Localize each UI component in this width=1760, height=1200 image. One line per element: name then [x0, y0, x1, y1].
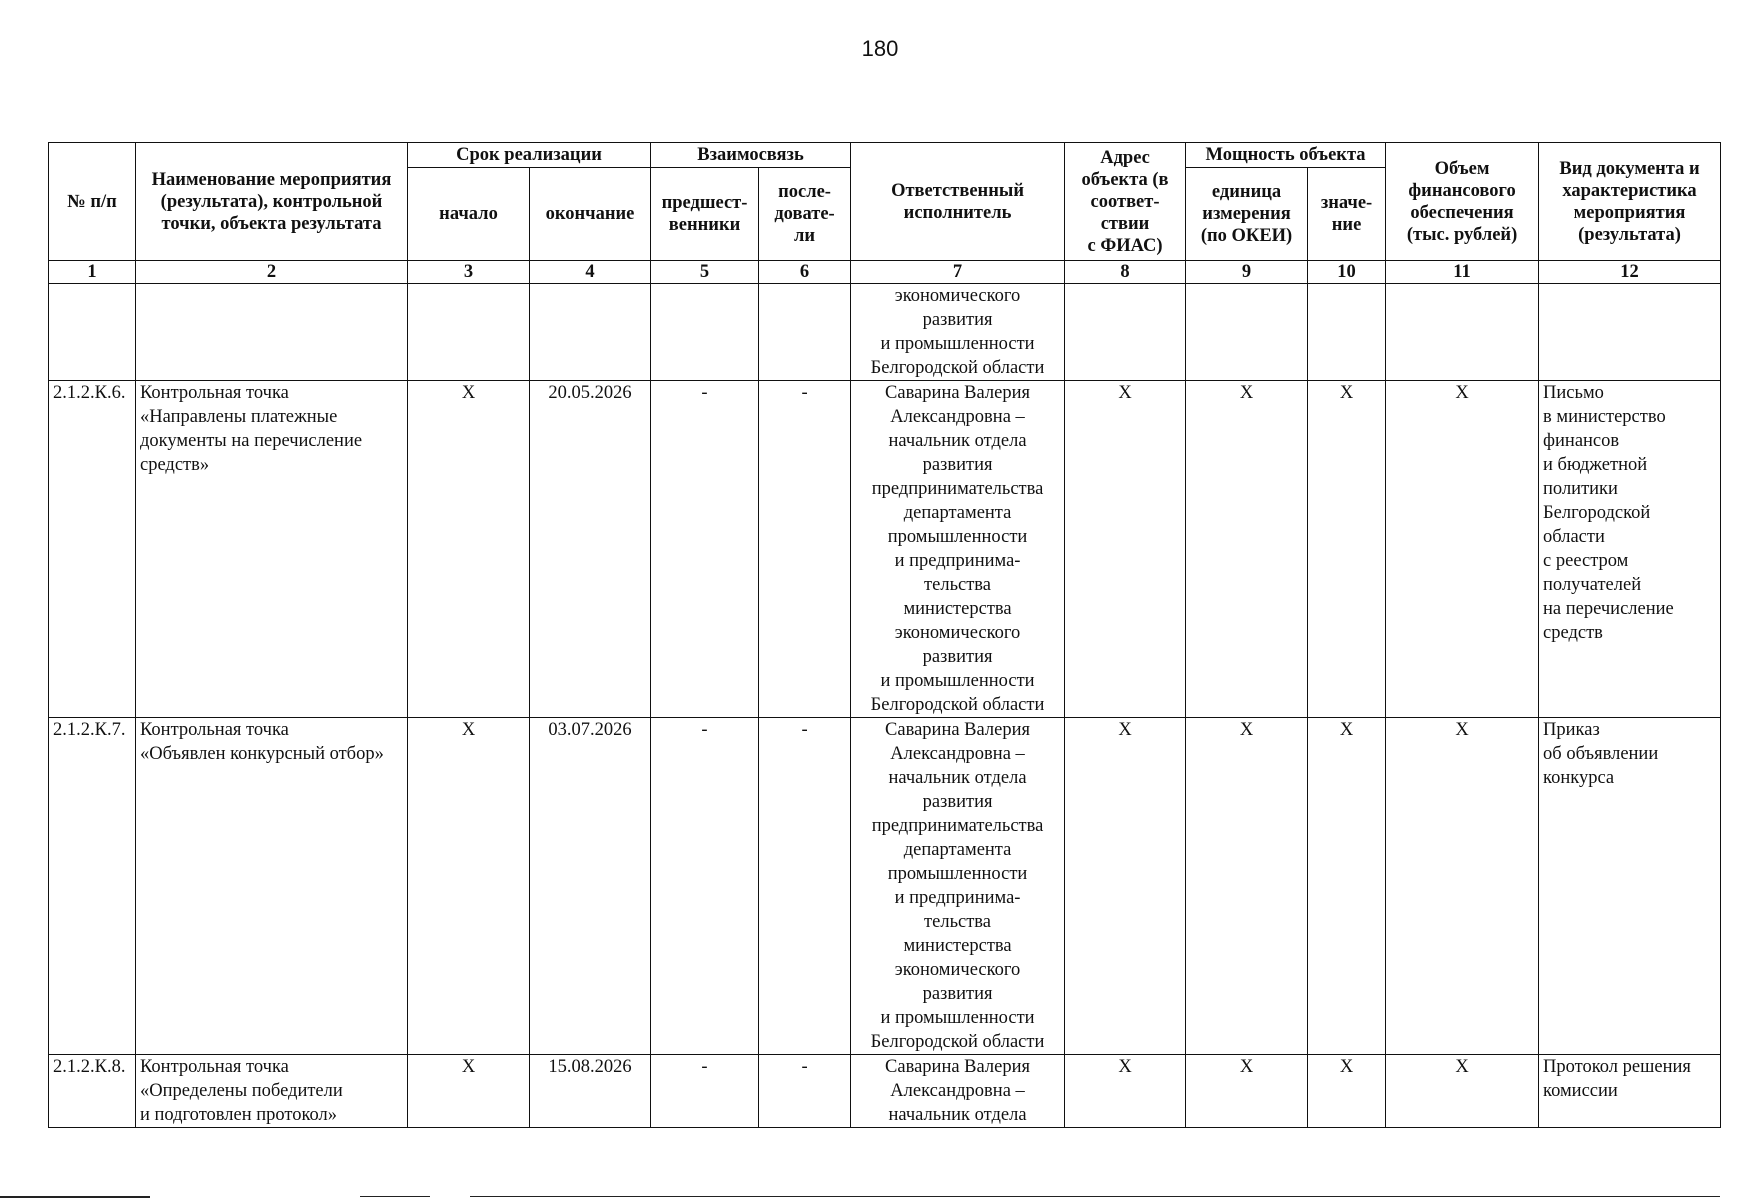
- row-id: 2.1.2.К.6.: [49, 381, 136, 718]
- row-predecessors: -: [651, 718, 759, 1055]
- column-number: 4: [530, 261, 651, 284]
- row-address: Х: [1065, 718, 1186, 1055]
- header-no: № п/п: [49, 143, 136, 261]
- row-value: Х: [1308, 718, 1386, 1055]
- row-end: 15.08.2026: [530, 1055, 651, 1128]
- row-end: 03.07.2026: [530, 718, 651, 1055]
- column-number: 9: [1186, 261, 1308, 284]
- row-end: 20.05.2026: [530, 381, 651, 718]
- column-number: 11: [1386, 261, 1539, 284]
- header-unit: единица измерения (по ОКЕИ): [1186, 168, 1308, 261]
- row-successors: -: [759, 381, 851, 718]
- row-address: Х: [1065, 381, 1186, 718]
- row-unit: Х: [1186, 718, 1308, 1055]
- column-number: 6: [759, 261, 851, 284]
- row-successors: -: [759, 718, 851, 1055]
- continuation-row: [49, 284, 1721, 381]
- row-id: 2.1.2.К.7.: [49, 718, 136, 1055]
- row-document: Приказ об объявлении конкурса: [1539, 718, 1721, 1055]
- header-end: окончание: [530, 168, 651, 261]
- column-number: 5: [651, 261, 759, 284]
- column-number: 1: [49, 261, 136, 284]
- table-header: [49, 143, 1721, 284]
- row-start: Х: [408, 1055, 530, 1128]
- row-finance: Х: [1386, 381, 1539, 718]
- header-capacity: Мощность объекта: [1186, 143, 1386, 168]
- row-name: Контрольная точка «Объявлен конкурсный отбор»: [136, 718, 408, 1055]
- column-number: 8: [1065, 261, 1186, 284]
- column-number: 3: [408, 261, 530, 284]
- column-number: 10: [1308, 261, 1386, 284]
- row-address: Х: [1065, 1055, 1186, 1128]
- row-document: Письмо в министерство финансов и бюджетной политики Белгородской области с реестром получателей на перечисление средств: [1539, 381, 1721, 718]
- scan-edge-line: [0, 1196, 150, 1198]
- header-value: значе- ние: [1308, 168, 1386, 261]
- column-number: 12: [1539, 261, 1721, 284]
- table-row: [49, 381, 1721, 718]
- header-successors: после- довате- ли: [759, 168, 851, 261]
- row-responsible: Саварина Валерия Александровна – начальник отдела: [851, 1055, 1065, 1128]
- row-start: Х: [408, 718, 530, 1055]
- header-finance: Объем финансового обеспечения (тыс. рублей): [1386, 143, 1539, 261]
- row-unit: Х: [1186, 1055, 1308, 1128]
- column-number: 7: [851, 261, 1065, 284]
- header-address: Адрес объекта (в соответ- ствии с ФИАС): [1065, 143, 1186, 261]
- page-number: 180: [861, 36, 899, 61]
- header-term: Срок реализации: [408, 143, 651, 168]
- header-relation: Взаимосвязь: [651, 143, 851, 168]
- row-predecessors: -: [651, 381, 759, 718]
- row-predecessors: -: [651, 1055, 759, 1128]
- table-row: [49, 1055, 1721, 1128]
- row-start: Х: [408, 381, 530, 718]
- header-start: начало: [408, 168, 530, 261]
- column-numbers-row: [49, 261, 1721, 284]
- header-name: Наименование мероприятия (результата), контрольной точки, объекта результата: [136, 143, 408, 261]
- header-doc: Вид документа и характеристика мероприятия (результата): [1539, 143, 1721, 261]
- responsible-cell: экономического развития и промышленности Белгородской области: [851, 284, 1065, 381]
- row-responsible: Саварина Валерия Александровна – начальник отдела развития предпринимательства департамента промышленности и предпринима- тельства министерства экономического развития и промышленности Белгородской области: [851, 718, 1065, 1055]
- row-name: Контрольная точка «Определены победители и подготовлен протокол»: [136, 1055, 408, 1128]
- row-unit: Х: [1186, 381, 1308, 718]
- row-name: Контрольная точка «Направлены платежные документы на перечисление средств»: [136, 381, 408, 718]
- header-predecessors: предшест- венники: [651, 168, 759, 261]
- row-finance: Х: [1386, 718, 1539, 1055]
- table-row: [49, 718, 1721, 1055]
- column-number: 2: [136, 261, 408, 284]
- scan-edge-line: [470, 1196, 1720, 1197]
- row-id: 2.1.2.К.8.: [49, 1055, 136, 1128]
- header-responsible: Ответственный исполнитель: [851, 143, 1065, 261]
- row-document: Протокол решения комиссии: [1539, 1055, 1721, 1128]
- row-value: Х: [1308, 1055, 1386, 1128]
- row-finance: Х: [1386, 1055, 1539, 1128]
- scan-edge-line: [360, 1196, 430, 1197]
- row-successors: -: [759, 1055, 851, 1128]
- row-responsible: Саварина Валерия Александровна – начальник отдела развития предпринимательства департамента промышленности и предпринима- тельства министерства экономического развития и промышленности Белгородской области: [851, 381, 1065, 718]
- plan-table: [48, 142, 1721, 1128]
- row-value: Х: [1308, 381, 1386, 718]
